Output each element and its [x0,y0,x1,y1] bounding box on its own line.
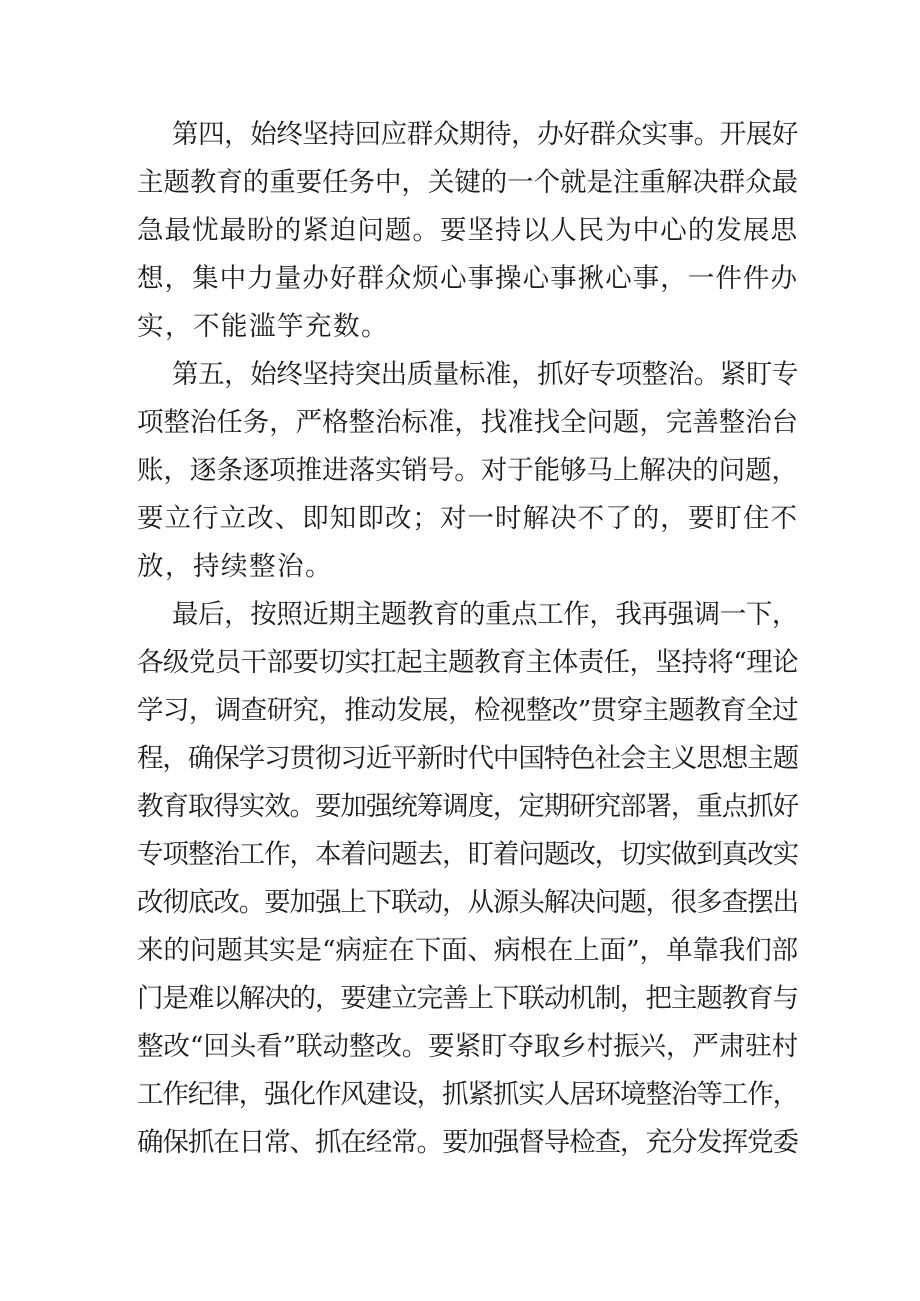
text-line: 最后，按照近期主题教育的重点工作，我再强调一下， [172,599,798,630]
text-line: 教育取得实效。要加强统筹调度，定期研究部署，重点抓好 [137,791,798,822]
text-line: 来的问题其实是“病症在下面、病根在上面”，单靠我们部 [137,935,799,966]
text-line: 第五，始终坚持突出质量标准，抓好专项整治。紧盯专 [172,359,798,390]
text-line: 专项整治工作，本着问题去，盯着问题改，切实做到真改实 [137,839,798,870]
text-line: 门是难以解决的，要建立完善上下联动机制，把主题教育与 [137,983,798,1014]
text-line: 确保抓在日常、抓在经常。要加强督导检查，充分发挥党委 [137,1127,798,1158]
text-line: 各级党员干部要切实扛起主题教育主体责任，坚持将“理论 [137,647,799,678]
text-line: 学习，调查研究，推动发展，检视整改”贯穿主题教育全过 [137,695,799,726]
text-line: 要立行立改、即知即改；对一时解决不了的，要盯住不 [137,503,798,534]
text-line: 工作纪律，强化作风建设，抓紧抓实人居环境整治等工作， [137,1079,798,1110]
text-line: 第四，始终坚持回应群众期待，办好群众实事。开展好 [172,119,798,150]
text-line: 程，确保学习贯彻习近平新时代中国特色社会主义思想主题 [137,743,798,774]
text-line: 主题教育的重要任务中，关键的一个就是注重解决群众最 [137,167,798,198]
text-line: 整改“回头看”联动整改。要紧盯夺取乡村振兴，严肃驻村 [137,1031,799,1062]
text-line: 项整治任务，严格整治标准，找准找全问题，完善整治台 [137,407,798,438]
text-line: 放，持续整治。 [137,551,333,582]
text-line: 账，逐条逐项推进落实销号。对于能够马上解决的问题， [137,455,798,486]
text-line: 实，不能滥竽充数。 [137,311,389,342]
text-line: 想，集中力量办好群众烦心事操心事揪心事，一件件办 [137,263,798,294]
text-line: 改彻底改。要加强上下联动，从源头解决问题，很多查摆出 [137,887,798,918]
text-line: 急最忧最盼的紧迫问题。要坚持以人民为中心的发展思 [137,215,798,246]
